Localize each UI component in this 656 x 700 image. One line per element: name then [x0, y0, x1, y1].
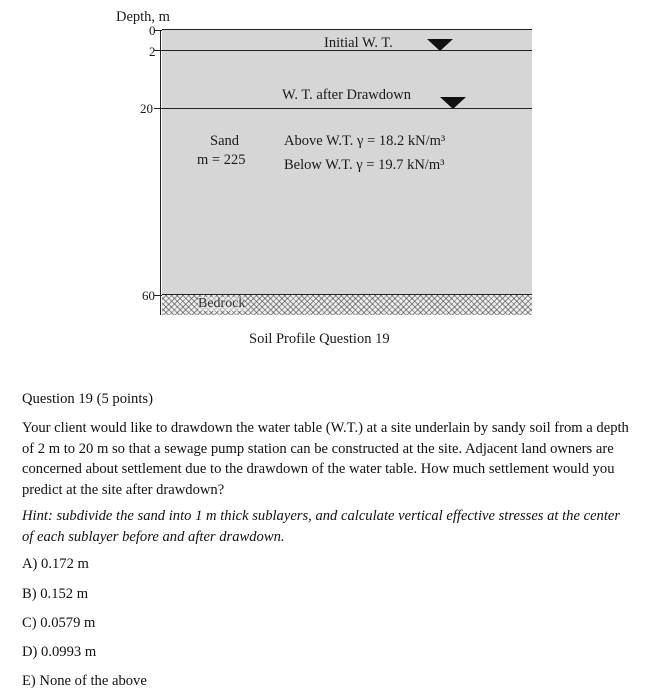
drawdown-wt-label: W. T. after Drawdown — [282, 87, 411, 103]
figure-caption: Soil Profile Question 19 — [249, 331, 390, 347]
choice-c[interactable]: C) 0.0579 m — [22, 615, 96, 631]
initial-wt-label: Initial W. T. — [324, 35, 393, 51]
tick-mark-60 — [154, 295, 162, 296]
depth-axis-label: Depth, m — [116, 9, 170, 25]
choice-d[interactable]: D) 0.0993 m — [22, 644, 97, 660]
drawdown-water-table-line — [162, 108, 532, 109]
question-body: Your client would like to drawdown the water table (W.T.) at a site underlain by sandy soil from a depth of 2 m to 20 m so that a sewage pump station can be constructed at the site. Adjacent land owners are concerned about settlement due to the drawdown of the water table. How much settlement would you predict at the site after drawdown? — [22, 420, 629, 498]
depth-tick-0: 0 — [149, 23, 156, 38]
question-heading: Question 19 (5 points) — [22, 391, 153, 407]
depth-tick-20: 20 — [140, 101, 153, 116]
choice-a[interactable]: A) 0.172 m — [22, 556, 89, 572]
depth-tick-2: 2 — [149, 44, 156, 59]
unit-weight-below: Below W.T. γ = 19.7 kN/m³ — [284, 157, 445, 173]
initial-wt-triangle-icon — [427, 39, 453, 51]
choice-b[interactable]: B) 0.152 m — [22, 586, 89, 602]
depth-axis — [160, 30, 161, 315]
soil-modulus: m = 225 — [197, 152, 246, 168]
depth-tick-60: 60 — [142, 288, 155, 303]
question-hint: Hint: subdivide the sand into 1 m thick sublayers, and calculate vertical effective stresses at the center of each sublayer before and after drawdown. — [22, 508, 621, 545]
ground-surface-line — [162, 29, 532, 30]
tick-mark-0 — [154, 30, 162, 31]
unit-weight-above: Above W.T. γ = 18.2 kN/m³ — [284, 133, 446, 149]
soil-name: Sand — [210, 133, 239, 149]
tick-mark-2 — [154, 50, 162, 51]
choice-e[interactable]: E) None of the above — [22, 673, 147, 689]
drawdown-wt-triangle-icon — [440, 97, 466, 109]
bedrock-label: Bedrock — [198, 296, 246, 311]
tick-mark-20 — [154, 108, 162, 109]
